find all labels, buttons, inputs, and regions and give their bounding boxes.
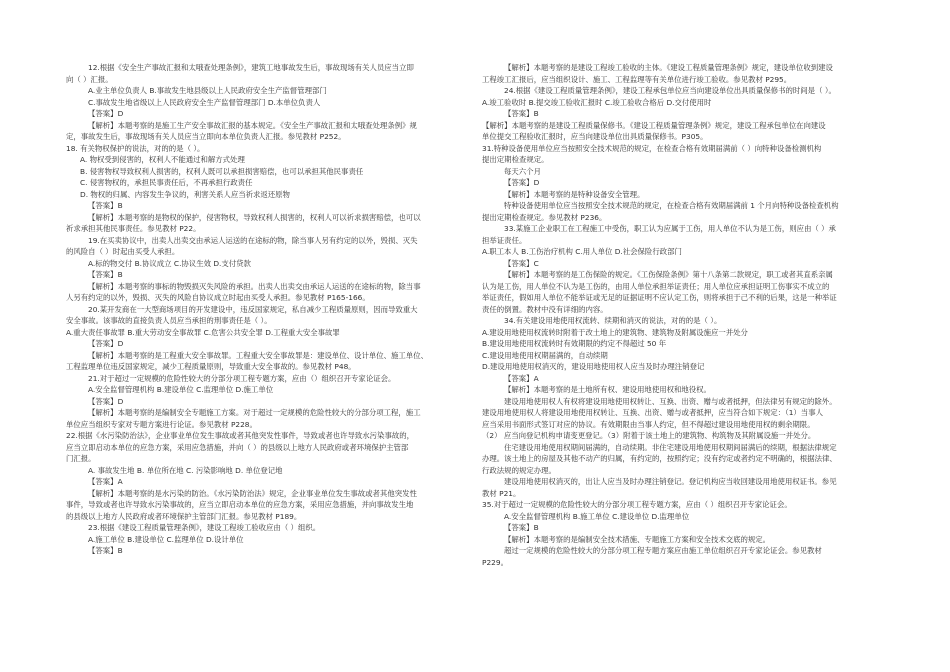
text-line: 【解析】本题考察的是编制安全技术措施、专题施工方案和安全技术交底的规定。 <box>504 534 771 544</box>
text-line: 【答案】B <box>88 201 123 210</box>
text-line: 安全事故。该事故的直接负责人员应当承担的刑事责任是（ ）。 <box>66 316 272 325</box>
text-line: 23.根据《建设工程质量管理条例》，建设工程竣工验收应由（ ）组织。 <box>88 523 321 532</box>
text-line: 【答案】D <box>88 396 124 406</box>
text-line: 人另有约定的以外，毁损、灭失的风险自协议成立时起由买受人承担。参见教材 P165-166。 <box>66 293 370 302</box>
text-line: 举证责任，假如用人单位不能举证或无足的证据证明不应认定工伤，则将承担于己不利的后果，这是一种举证 <box>482 293 837 302</box>
text-line: 办理。该土地上的房屋及其他不动产的归属，有约定的，按照约定；没有约定或者约定不明确的，根据法律、 <box>482 454 837 463</box>
text-line: A.业主单位负责人 B.事故发生地县级以上人民政府安全生产监督管理部门 <box>88 86 327 95</box>
text-line: 35.对于超过一定规模的危险性较大的分部分项工程专题方案，应由（ ）组织召开专家论证会。 <box>482 500 792 509</box>
text-line: 的县级以上地方人民政府或者环境保护主管部门汇报。参见教材 P189。 <box>66 511 302 521</box>
text-line: 【答案】B <box>88 270 123 279</box>
text-line: 【答案】C <box>504 258 539 268</box>
text-line: A. 事故发生地 B. 单位所在地 C. 污染影响地 D. 单位登记地 <box>88 465 283 475</box>
text-line: 行政法规的规定办理。 <box>482 465 556 475</box>
text-line: B.建设用地使用权流转时有效期限的约定不得超过 50 年 <box>482 339 667 348</box>
text-line: C. 侵害物权的，承担民事责任后，不再承担行政责任 <box>80 178 253 187</box>
text-line: 单位应当组织专家对专题方案进行论证。参见教材 P228。 <box>66 419 257 429</box>
text-line: 【答案】A <box>88 477 123 486</box>
text-line: 【解析】本题考察的是物权的保护，侵害物权，导致权利人损害的，权利人可以祈求损害赔偿，也可以 <box>88 212 421 222</box>
text-line: 特种设备使用单位应当按照安全技术规范的规定，在检查合格有效期届满前 1 个月向特种设备检查机构 <box>504 201 839 210</box>
text-line: 建设用地使用权人将建设用地使用权转让、互换、出资、赠与或者抵押，应当符合如下规定：（1）当事人 <box>482 408 823 417</box>
text-line: 34.有关建设用地使用权流转、续期和消灭的说法，对的的是（ ）。 <box>504 316 722 325</box>
text-line: 的风险自（ ）时起由买受人承担。 <box>66 247 180 256</box>
text-line: 19.在买卖协议中，出卖人出卖交由承运人运送的在途标的物，除当事人另有约定的以外，毁损、灭失 <box>88 235 418 245</box>
text-line: 【解析】本题考察的是施工生产安全事故汇报的基本规定。《安全生产事故汇报和太哦查处理条例》规 <box>88 120 417 130</box>
text-line: 【解析】本题考察的是工程重大安全事故罪。工程重大安全事故罪是：建设单位、设计单位、施工单位、 <box>88 350 428 360</box>
text-line: 事件，导致或者也许导致水污染事故的，应当立即启动本单位的应急方案，采用应急措施，并向事故发生地 <box>66 500 414 509</box>
text-line: 【解析】本题考察的是建设工程质量保修书。《建设工程质量管理条例》规定，建设工程承包单位在向建设 <box>482 120 826 130</box>
text-line: 22.根据《水污染防治法》，企业事业单位发生事故或者其他突发性事件，导致或者也许导致水污染事故的， <box>66 431 415 440</box>
text-line: C.建设用地使用权期届满的，自动续期 <box>482 350 608 360</box>
text-line: A.安全监督管理机构 B.施工单位 C.建设单位 D.监理单位 <box>504 511 690 521</box>
text-line: 超过一定规模的危险性较大的分部分项工程专题方案应由施工单位组织召开专家论证会。参见教材 <box>504 546 822 555</box>
text-line: 教材 P21。 <box>482 488 521 498</box>
text-line: 【解析】本题考察的是编制安全专题施工方案。对于超过一定规模的危险性较大的分部分项工程，施工 <box>88 408 421 417</box>
text-line: A.标的物交付 B.协议成立 C.协议生效 D.支付贷款 <box>88 258 251 268</box>
text-line: A.安全监督管理机构 B.建设单位 C.监理单位 D.施工单位 <box>88 385 274 394</box>
text-line: 33.某施工企业职工在工程施工中受伤，职工认为应属于工伤，用人单位不认为是工伤，则应由（ ）承 <box>504 224 836 233</box>
text-line: 18. 有关物权保护的说法，对的的是（ ）。 <box>66 143 205 153</box>
text-line: 12.根据《安全生产事故汇报和太哦查处理条例》，建筑工地事故发生后，事故现场有关人员应当立即 <box>88 63 414 72</box>
text-line: 【解析】本题考察的事标的物毁损灭失风险的承担。出卖人出卖交由承运人运送的在途标的物，除当事 <box>88 281 421 291</box>
text-line: 应当立即启动本单位的应急方案，采用应急措施，并向（ ）的县级以上地方人民政府或者环境保护主管部 <box>66 442 409 452</box>
text-line: 担举证责任。 <box>482 235 527 245</box>
text-line: 向（ ）汇报。 <box>66 74 113 84</box>
text-line: 【答案】A <box>504 373 539 383</box>
text-line: 【解析】本题考察的是工伤保险的规定。《工伤保险条例》第十八条第二款规定，职工或者其直系亲属 <box>504 270 833 279</box>
text-line: A.职工本人 B.工伤治疗机构 C.用人单位 D.社会保险行政部门 <box>482 247 682 256</box>
text-line: 提出定期检查规定。 <box>482 155 549 164</box>
text-line: 提出定期检查规定。参见教材 P236。 <box>482 212 607 222</box>
text-line: 【解析】本题考察的是水污染的防治。《水污染防治法》规定，企业事业单位发生事故或者其他突发性 <box>88 488 417 498</box>
text-line: 工程监理单位违反国家规定，减少工程质量原则，导致重大安全事故的。参见教材 P48。 <box>66 362 356 371</box>
text-line: 【解析】本题考察的是特种设备安全管理。 <box>504 189 645 199</box>
text-line: 责任的倒置。教材中没有详细的内容。 <box>482 304 608 314</box>
text-line: 【答案】D <box>504 178 540 187</box>
text-line: 24.根据《建设工程质量管理条例》，建设工程承包单位应当向建设单位出具质量保修书的时间是（ ）。 <box>504 86 836 95</box>
text-line: 工程竣工汇报后，应当组织设计、施工、工程监理等有关单位进行竣工验收。参见教材 P295。 <box>482 74 792 84</box>
text-line: 21.对于超过一定规模的危险性较大的分部分项工程专题方案，应由（）组织召开专家论证会。 <box>88 373 396 383</box>
text-line: 建设用地使用权人有权将建设用地使用权转让、互换、出资、赠与或者抵押，但法律另有规定的除外。 <box>504 396 837 406</box>
text-line: P229。 <box>482 557 508 567</box>
text-line: 单位提交工程验收汇报时，应当向建设单位出具质量保修书。P305。 <box>482 132 708 141</box>
text-line: 【答案】D <box>88 109 124 118</box>
text-line: 31.特种设备使用单位应当按照安全技术规范的规定，在检查合格有效期届满前（ ）向特种设备检测机构 <box>482 143 822 153</box>
text-line: 20.某开发商在一大型商场项目的开发建设中，违反国家规定，私自减少工程质量原则，因而导致重大 <box>88 304 418 314</box>
text-line: （2） 应当向登记机构申请变更登记。（3）附着于该土地上的建筑物、构筑物及其附属设施一并处分。 <box>482 431 816 440</box>
right-text-column <box>482 62 887 568</box>
text-line: 【解析】本题考察的是建设工程竣工验收的主体。《建设工程质量管理条例》规定，建设单位收到建设 <box>504 63 833 72</box>
text-line: C.事故发生地省级以上人民政府安全生产监督管理部门 D.本单位负责人 <box>88 97 321 107</box>
text-line: 定，事故发生后，事故现场有关人员应当立即向本单位负责人汇报。参见教材 P252。 <box>66 132 346 141</box>
text-line: 建设用地使用权消灭的，出让人应当及时办理注销登记。登记机构应当收回建设用地使用权证书。参见 <box>504 477 837 486</box>
text-line: 【答案】B <box>504 109 539 118</box>
text-line: 门汇报。 <box>66 454 96 463</box>
text-line: 【答案】B <box>504 523 539 532</box>
text-line: 【解析】本题考察的是土地所有权、建设用地使用权和地役权。 <box>504 385 711 394</box>
text-line: 住宅建设用地使用权期间届满的，自动续期。非住宅建设用地使用权期间届满后的续期，根据法律规定 <box>504 442 837 452</box>
text-line: 祈求承担其他民事责任。参见教材 P22。 <box>66 224 201 233</box>
text-line: 应当采用书面形式签订对应的协议。有效期限由当事人约定，但不得超过建设用地使用权的剩余期限。 <box>482 419 815 429</box>
text-line: D. 物权的归属、内容发生争议的，利害关系人应当祈求返还原物 <box>80 189 290 199</box>
text-line: A.施工单位 B.建设单位 C.监理单位 D.设计单位 <box>88 534 244 544</box>
text-line: D.建设用地使用权消灭的，建设用地使用权人应当及时办理注销登记 <box>482 362 705 371</box>
text-line: 【答案】B <box>88 546 123 555</box>
left-text-column <box>66 62 469 557</box>
text-line: B. 侵害物权导致权利人损害的，权利人既可以承担损害赔偿，也可以承担其他民事责任 <box>80 166 364 176</box>
text-line: A.竣工验收时 B.提交竣工验收汇报时 C.竣工验收合格后 D.交付使用时 <box>482 97 712 107</box>
text-line: 【答案】D <box>88 339 124 348</box>
text-line: 每天六个月 <box>504 166 541 176</box>
text-line: A.重大责任事故罪 B.重大劳动安全事故罪 C.危害公共安全罪 D.工程重大安全事故罪 <box>66 327 340 337</box>
text-line: A.建设用地使用权流转时附着于改土地上的建筑物、建筑物及附属设施应一并处分 <box>482 327 748 337</box>
text-line: A. 物权受到侵害的，权利人不能通过和解方式处理 <box>80 155 245 164</box>
text-line: 认为是工伤，用人单位不认为是工伤的，由用人单位承担举证责任；用人单位应承担证明工伤事实不成立的 <box>482 281 830 291</box>
